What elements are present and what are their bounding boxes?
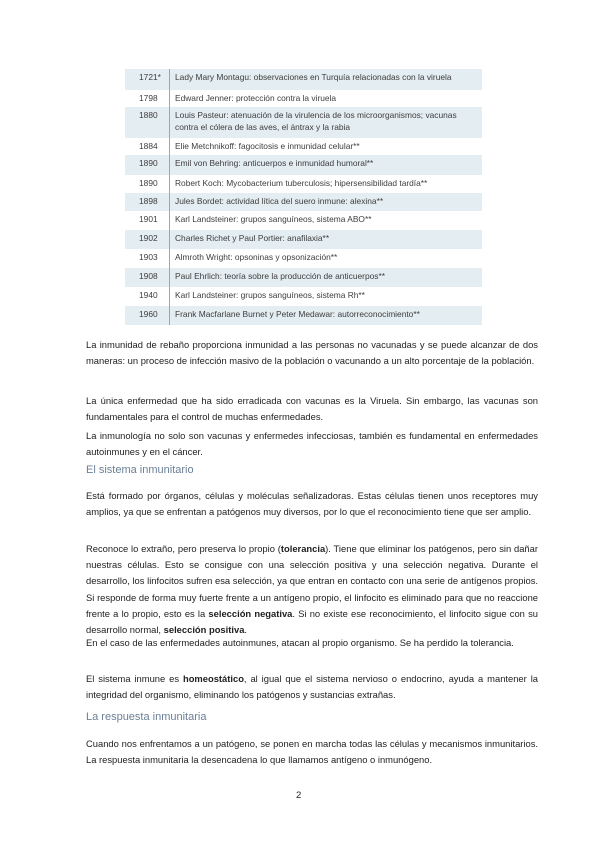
paragraph-immune-system-composition: Está formado por órganos, células y moléculas señalizadoras. Estas células tienen unos receptores muy amplios, ya que se enfrentan a patógenos muy diversos, por lo que el reconocimiento tiene que ser amplio.: [86, 490, 538, 518]
timeline-row: [125, 268, 482, 287]
timeline-year: 1901: [139, 214, 158, 224]
paragraph-autoimmune: En el caso de las enfermedades autoinmunes, atacan al propio organismo. Se ha perdido la tolerancia.: [86, 637, 514, 648]
timeline-event: Edward Jenner: protección contra la viruela: [175, 93, 337, 103]
section-heading-immune-system: El sistema inmunitario: [86, 464, 194, 476]
term-homeostatico: homeostático: [182, 673, 244, 684]
timeline-row: [125, 249, 482, 268]
paragraph-tolerance: Reconoce lo extraño, pero preserva lo propio (tolerancia). Tiene que eliminar los patógenos, pero sin dañar nuestras células. Esto se consigue con una selección positiva y una selección negativa. Durante el desarrollo, los linfocitos sufren esa selección, ya que entran en contacto con una serie de antígenos propios. Si responde de forma muy fuerte frente a un antígeno propio, el linfocito es eliminado para que no reaccione frente a lo propio, esto es la selección negativa. Si no existe ese reconocimiento, el linfocito sigue con su desarrollo normal, selección positiva.: [86, 543, 538, 636]
timeline-event: Frank Macfarlane Burnet y Peter Medawar: autorreconocimiento**: [175, 309, 420, 319]
paragraph-immunology-scope: La inmunología no solo son vacunas y enfermedes infecciosas, también es fundamental en enfermedades autoinmunes y en el cáncer.: [86, 430, 538, 458]
timeline-row: [125, 138, 482, 155]
paragraph-smallpox: La única enfermedad que ha sido erradicada con vacunas es la Viruela. Sin embargo, las vacunas son fundamentales para el control de muchas enfermedades.: [86, 395, 538, 423]
timeline-event: Almroth Wright: opsoninas y opsonización**: [175, 252, 338, 262]
timeline-year: 1908: [139, 271, 158, 281]
timeline-event: Robert Koch: Mycobacterium tuberculosis; hipersensibilidad tardía**: [175, 178, 428, 188]
timeline-event: Karl Landsteiner: grupos sanguíneos, sistema ABO**: [175, 214, 372, 224]
timeline-year: 1890: [139, 178, 158, 188]
timeline-row: [125, 90, 482, 107]
timeline-row: [125, 69, 482, 90]
paragraph-immune-response: Cuando nos enfrentamos a un patógeno, se ponen en marcha todas las células y mecanismos inmunitarios. La respuesta inmunitaria la desencadena lo que llamamos antígeno o inmunógeno.: [86, 738, 538, 766]
timeline-row: [125, 211, 482, 230]
timeline-row: [125, 306, 482, 325]
timeline-year: 1960: [139, 309, 158, 319]
timeline-row: [125, 155, 482, 175]
timeline-divider: [169, 69, 170, 325]
paragraph-herd-immunity: La inmunidad de rebaño proporciona inmunidad a las personas no vacunadas y se puede alcanzar de dos maneras: un proceso de infección masivo de la población o vacunando a un alto porcentaje de la población.: [86, 339, 538, 367]
timeline-event: Charles Richet y Paul Portier: anafilaxia**: [175, 233, 330, 243]
timeline-event: Lady Mary Montagu: observaciones en Turquía relacionadas con la viruela: [175, 72, 452, 82]
timeline-event: Paul Ehrlich: teoría sobre la producción de anticuerpos**: [175, 271, 385, 281]
timeline-year: 1884: [139, 141, 158, 151]
page-number: 2: [296, 790, 302, 801]
timeline-row: [125, 193, 482, 211]
timeline-row: [125, 175, 482, 193]
timeline-row: [125, 107, 482, 138]
timeline-event: Jules Bordet: actividad lítica del suero inmune: alexina**: [175, 196, 384, 206]
timeline-year: 1721*: [139, 72, 161, 82]
paragraph-homeostatic: El sistema inmune es homeostático, al igual que el sistema nervioso o endocrino, ayuda a mantener la integridad del organismo, eliminando los patógenos y sustancias extrañas.: [86, 673, 538, 701]
timeline-row: [125, 230, 482, 249]
timeline-event: Elie Metchnikoff: fagocitosis e inmunidad celular**: [175, 141, 360, 151]
timeline-year: 1798: [139, 93, 158, 103]
timeline-year: 1898: [139, 196, 158, 206]
timeline-year: 1890: [139, 158, 158, 168]
timeline-row: [125, 287, 482, 306]
timeline-year: 1902: [139, 233, 158, 243]
term-seleccion-negativa: selección negativa: [208, 607, 293, 619]
timeline-event: Louis Pasteur: atenuación de la virulencia de los microorganismos; vacunas contra el cólera de las aves, el ántrax y la rabia: [175, 110, 457, 132]
timeline-year: 1940: [139, 290, 158, 300]
timeline-year: 1880: [139, 110, 158, 120]
immunology-timeline-table: [125, 69, 482, 325]
timeline-year: 1903: [139, 252, 158, 262]
timeline-event: Emil von Behring: anticuerpos e inmunidad humoral**: [175, 158, 374, 168]
section-heading-immune-response: La respuesta inmunitaria: [86, 711, 207, 723]
timeline-event: Karl Landsteiner: grupos sanguíneos, sistema Rh**: [175, 290, 365, 300]
term-tolerancia: tolerancia: [280, 543, 326, 554]
term-seleccion-positiva: selección positiva: [163, 624, 245, 636]
